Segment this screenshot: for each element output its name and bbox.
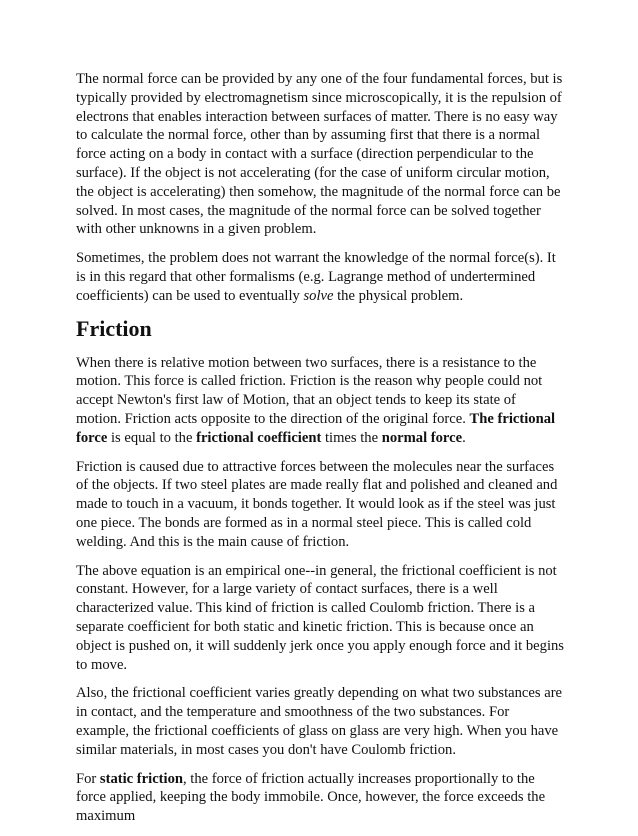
paragraph-text: For — [76, 770, 100, 787]
paragraph-friction-cause: Friction is caused due to attractive forces between the molecules near the surfaces of the objects. If two steel plates are made really flat and polished and cleaned and made to touch in a vacuum, it bonds together. It would look as if the steel was just one piece. The bonds are formed as in a normal steel piece. This is called cold welding. And this is the main cause of friction. — [76, 458, 558, 550]
paragraph-coefficient-variation: Also, the frictional coefficient varies greatly depending on what two substances are in contact, and the temperature and smoothness of the two substances. For example, the frictional coefficients of glass on glass are very high. When you have similar materials, in most cases you don't have Coulomb friction. — [76, 685, 563, 758]
bold-text: The frictional force — [76, 410, 556, 446]
paragraph-text: When there is relative motion between two surfaces, there is a resistance to the motion. This force is called friction. Friction is the reason why people could not accept Newton's first law of Motion, that an object tends to keep its state of motion. Friction acts opposite to the direction of the original force. — [76, 354, 543, 427]
paragraph-text: is equal to the — [107, 429, 197, 446]
paragraph-friction-intro — [76, 354, 564, 448]
paragraph-static-friction — [76, 770, 564, 826]
document-page — [76, 70, 564, 836]
paragraph-text: Sometimes, the problem does not warrant the knowledge of the normal force(s). It is in this regard that other formalisms (e.g. Lagrange method of undertermined coefficients) can be used to eventually — [76, 250, 556, 304]
paragraph-coulomb-friction: The above equation is an empirical one--in general, the frictional coefficient is not constant. However, for a large variety of contact surfaces, there is a well characterized value. This kind of friction is called Coulomb friction. There is a separate coefficient for both static and kinetic friction. This is because once an object is pushed on, it will suddenly jerk once you apply enough force and it begins to move. — [76, 562, 564, 673]
paragraph-normal-force: The normal force can be provided by any one of the four fundamental forces, but is typically provided by electromagnetism since microscopically, it is the repulsion of electrons that enables interaction between surfaces of matter. There is no easy way to calculate the normal force, other than by assuming first that there is a normal force acting on a body in contact with a surface (direction perpendicular to the surface). If the object is not accelerating (for the case of uniform circular motion, the object is accelerating) then somehow, the magnitude of the normal force can be solved. In most cases, the magnitude of the normal force can be solved together with other unknowns in a given problem. — [76, 71, 563, 238]
bold-text: static friction — [99, 770, 183, 787]
italic-text: solve — [303, 287, 334, 304]
bold-text: normal force — [381, 429, 463, 446]
paragraph-text: the physical problem. — [333, 287, 464, 304]
bold-text: frictional coefficient — [196, 429, 322, 446]
paragraph-text: times the — [321, 429, 382, 446]
paragraph-text: , the force of friction actually increases proportionally to the force applied, keeping the body immobile. Once, however, the force exceeds the maximum — [76, 770, 546, 825]
section-heading-friction: Friction — [76, 315, 152, 341]
paragraph-formalisms — [76, 249, 564, 305]
paragraph-text: . — [462, 429, 466, 446]
